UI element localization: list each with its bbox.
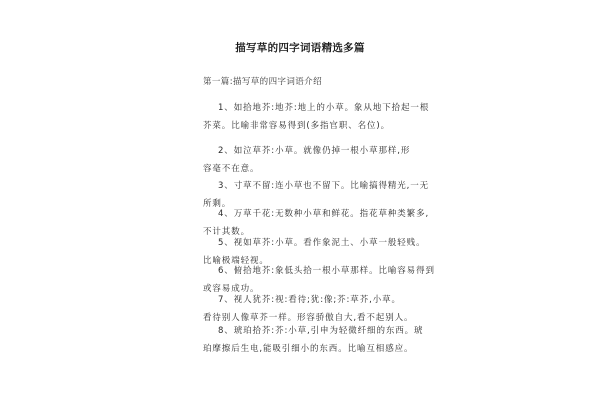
section-heading: 第一篇:描写草的四字词语介绍 xyxy=(203,77,322,87)
entry-line: 芥菜。比喻非常容易得到(多指官职、名位)。 xyxy=(203,120,391,131)
entry-line: 7、视人犹芥:视:看待;犹:像;芥:草芥,小草。 xyxy=(218,295,401,305)
list-item xyxy=(203,143,411,178)
list-item xyxy=(203,100,430,135)
entry-line: 所剩。 xyxy=(203,198,232,209)
entry-line: 4、万草千花:无数种小草和鲜花。指花草种类繁多, xyxy=(218,209,430,219)
list-item xyxy=(203,292,414,327)
entry-line: 2、如泣草芥:小草。就像仍掉一根小草那样,形 xyxy=(218,146,411,156)
entry-line: 6、俯拾地芥:象低头拾一根小草那样。比喻容易得到 xyxy=(218,266,435,276)
entry-line: 8、琥珀拾芥:芥:小草,引申为轻微纤细的东西。琥 xyxy=(218,326,424,336)
entry-line: 容毫不在意。 xyxy=(203,163,260,174)
entry-line: 3、寸草不留:连小草也不留下。比喻搞得精光,一无 xyxy=(218,181,430,191)
list-item xyxy=(203,323,424,358)
entry-line: 不计其数。 xyxy=(203,226,251,237)
entry-line: 看待别人像草芥一样。形容骄傲自大,看不起别人。 xyxy=(203,312,414,323)
entry-line: 1、如拾地芥:地芥:地上的小草。象从地下拾起一根 xyxy=(218,103,430,113)
entry-line: 5、视如草芥:小草。看作象泥土、小草一般轻贱。 xyxy=(218,238,426,248)
entry-line: 珀摩擦后生电,能吸引细小的东西。比喻互相感应。 xyxy=(203,343,414,354)
document-title: 描写草的四字词语精选多篇 xyxy=(235,42,365,54)
entry-line: 或容易成功。 xyxy=(203,283,260,294)
entry-line: 比喻极端轻视。 xyxy=(203,255,269,266)
